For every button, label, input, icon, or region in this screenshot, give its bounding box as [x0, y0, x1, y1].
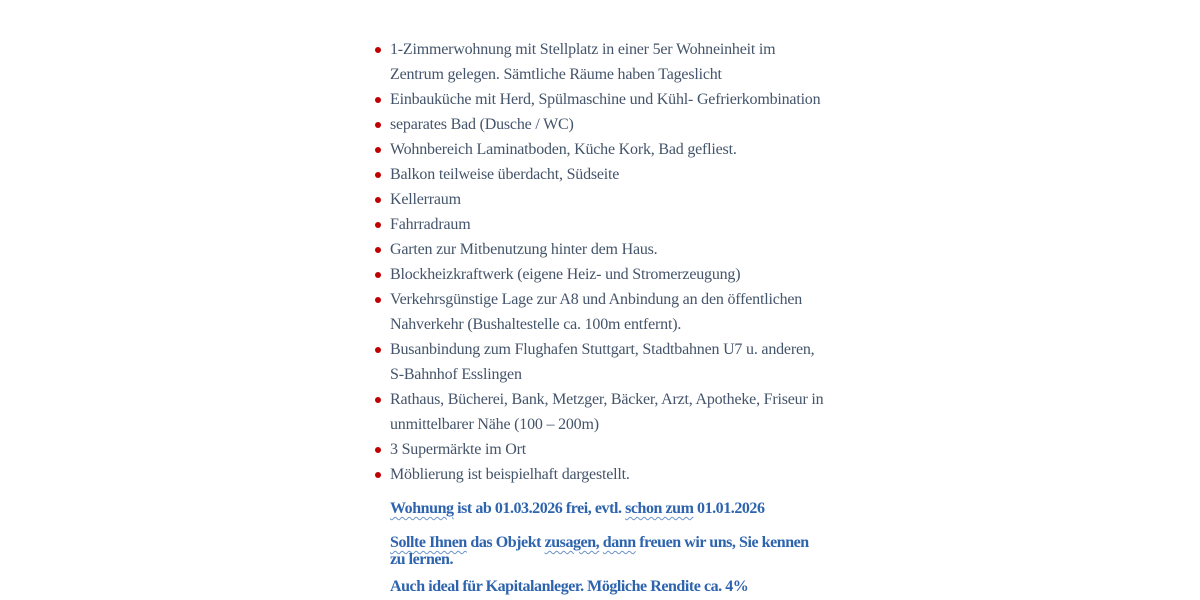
feature-line: Busanbindung zum Flughafen Stuttgart, Stadtbahnen U7 u. anderen,	[390, 341, 815, 358]
availability-text: 01.01.2026	[693, 500, 765, 517]
list-item	[373, 387, 893, 437]
feature-line: Kellerraum	[390, 191, 461, 208]
list-item	[373, 112, 893, 137]
feature-line: Garten zur Mitbenutzung hinter dem Haus.	[390, 241, 658, 258]
feature-line: 3 Supermärkte im Ort	[390, 441, 526, 458]
availability-text: ist ab 01.03.2026 frei, evtl.	[453, 500, 626, 517]
contact-line	[390, 534, 893, 551]
contact-line: zu lernen.	[390, 551, 454, 568]
feature-line: Blockheizkraftwerk (eigene Heiz- und Stromerzeugung)	[390, 266, 741, 283]
list-item	[373, 337, 893, 387]
property-expose-document	[373, 0, 893, 595]
contact-text: freuen wir uns, Sie kennen	[635, 534, 809, 551]
feature-line: S-Bahnhof Esslingen	[390, 366, 522, 383]
contact-text: das Objekt	[466, 534, 545, 551]
feature-line: Einbauküche mit Herd, Spülmaschine und Kühl- Gefrierkombination	[390, 91, 821, 108]
feature-line: Nahverkehr (Bushaltestelle ca. 100m entfernt).	[390, 316, 682, 333]
contact-invitation	[390, 534, 893, 568]
list-item	[373, 237, 893, 262]
feature-bullet-list	[373, 37, 893, 487]
availability-note	[390, 500, 893, 517]
list-item	[373, 262, 893, 287]
list-item	[373, 462, 893, 487]
contact-word: Sollte Ihnen	[390, 534, 467, 551]
list-item	[373, 437, 893, 462]
feature-line: Zentrum gelegen. Sämtliche Räume haben Tageslicht	[390, 66, 722, 83]
feature-line: Balkon teilweise überdacht, Südseite	[390, 166, 620, 183]
contact-word: zusagen,	[544, 534, 600, 551]
list-item	[373, 37, 893, 87]
list-item	[373, 137, 893, 162]
feature-line: Verkehrsgünstige Lage zur A8 und Anbindung an den öffentlichen	[390, 291, 803, 308]
feature-line: Rathaus, Bücherei, Bank, Metzger, Bäcker, Arzt, Apotheke, Friseur in	[390, 391, 824, 408]
feature-line: separates Bad (Dusche / WC)	[390, 116, 574, 133]
feature-line: 1-Zimmerwohnung mit Stellplatz in einer 5er Wohneinheit im	[390, 41, 776, 58]
list-item	[373, 287, 893, 337]
list-item	[373, 187, 893, 212]
list-item	[373, 212, 893, 237]
list-item	[373, 162, 893, 187]
feature-line: Möblierung ist beispielhaft dargestellt.	[390, 466, 630, 483]
investment-note	[390, 578, 893, 595]
feature-line: unmittelbarer Nähe (100 – 200m)	[390, 416, 599, 433]
feature-line: Wohnbereich Laminatboden, Küche Kork, Bad gefliest.	[390, 141, 737, 158]
feature-line: Fahrradraum	[390, 216, 471, 233]
investment-text: Auch ideal für Kapitalanleger. Mögliche Rendite ca. 4%	[390, 578, 749, 595]
contact-word: dann	[602, 534, 636, 551]
list-item	[373, 87, 893, 112]
availability-word: Wohnung	[390, 500, 454, 517]
availability-word: schon zum	[625, 500, 694, 517]
